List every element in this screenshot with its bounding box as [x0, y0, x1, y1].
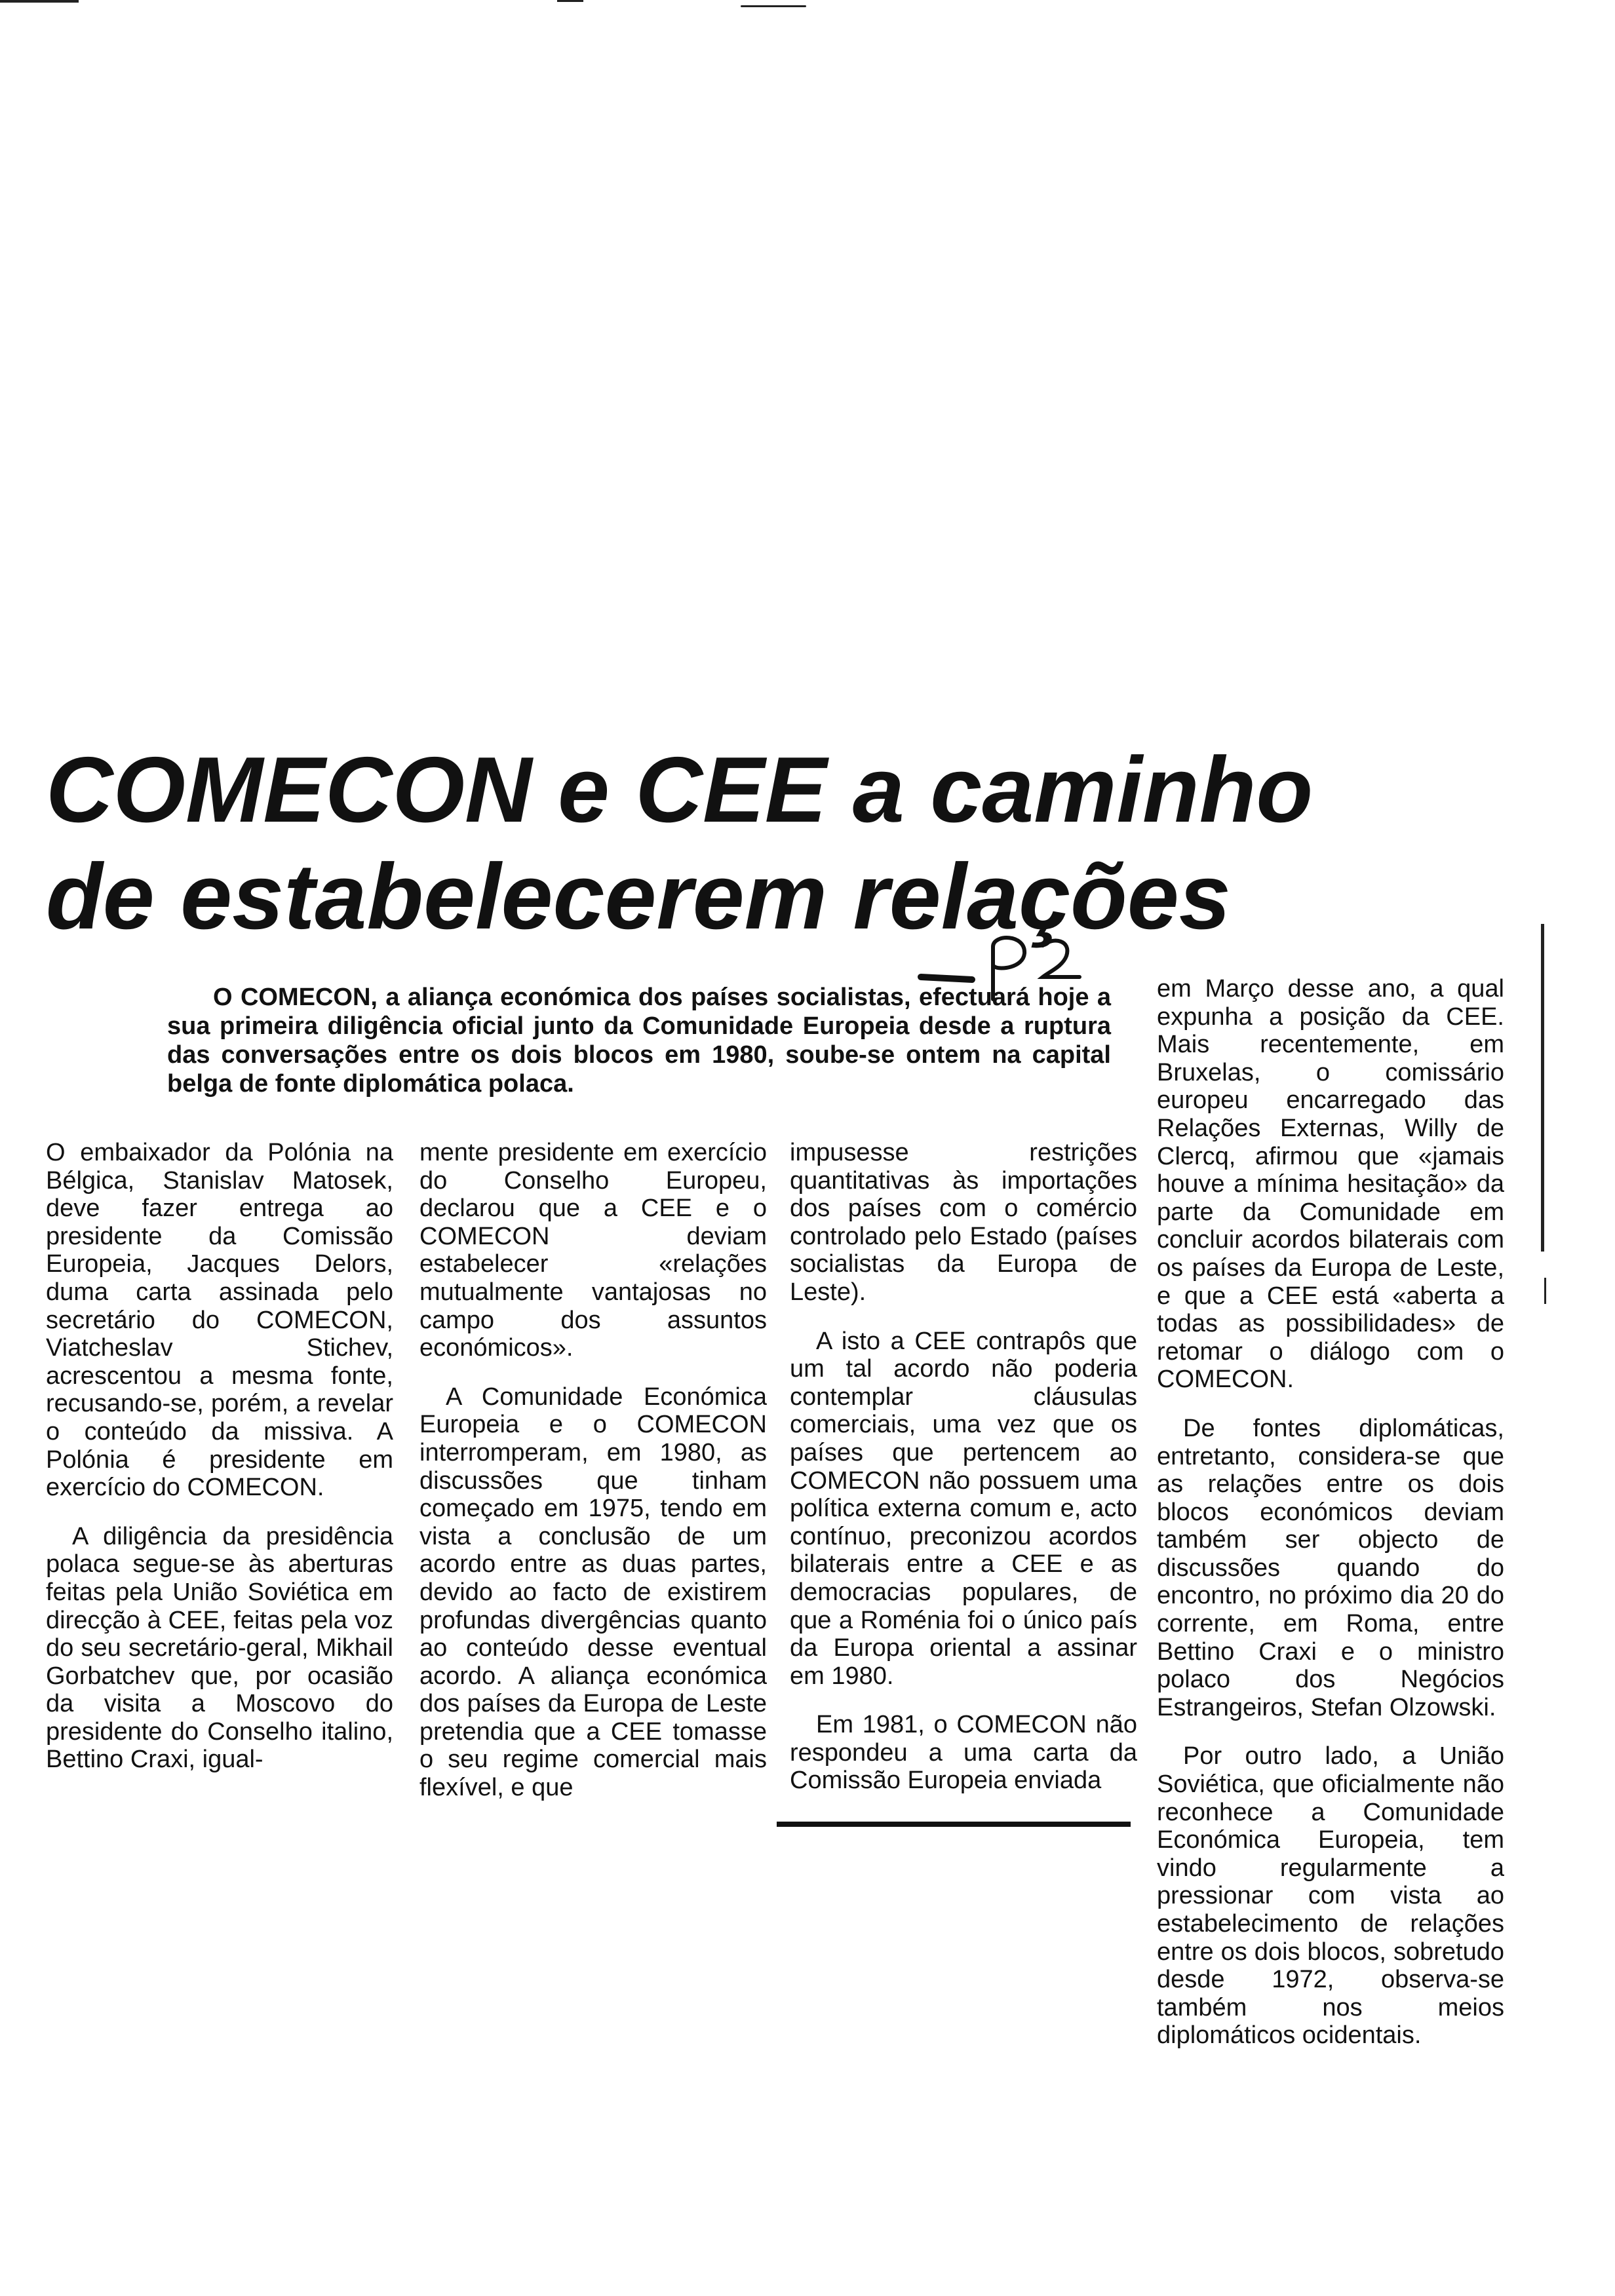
scan-artifact-top-center	[557, 0, 583, 2]
headline-line-1: COMECON e CEE a caminho	[46, 738, 1313, 842]
article-column-1	[46, 1139, 393, 1795]
lead-paragraph: O COMECON, a aliança económica dos países socialistas, efectuará hoje a sua primeira diligência oficial junto da Comunidade Europeia desde a ruptura das conversações entre os dois blocos em 1980, soube-se ontem na capital belga de fonte diplomática polaca.	[167, 984, 1111, 1098]
scan-artifact-top-curve	[741, 5, 806, 7]
article-column-2	[419, 1139, 767, 1823]
column-2-paragraph: A Comunidade Económica Europeia e o COMECON interromperam, em 1980, as discussões que tinham começado em 1975, tendo em vista a conclusão de um acordo entre as duas partes, devido ao facto de existirem profundas divergências quanto ao conteúdo desse eventual acordo. A aliança económica dos países da Europa de Leste pretendia que a CEE tomasse o seu regime comercial mais flexível, e que	[419, 1383, 767, 1802]
scan-artifact-top-left	[0, 0, 79, 3]
article-column-3	[790, 1139, 1137, 1816]
margin-tick-right	[1544, 1278, 1546, 1304]
column-2-paragraph: mente presidente em exercício do Conselho Europeu, declarou que a CEE e o COMECON deviam estabelecer «relações mutualmente vantajosas no campo dos assuntos económicos».	[419, 1139, 767, 1362]
column-1-paragraph: A diligência da presidência polaca segue-se às aberturas feitas pela União Soviética em direcção à CEE, feitas pela voz do seu secretário-geral, Mikhail Gorbatchev que, por ocasião da visita a Moscovo do presidente do Conselho italino, Bettino Craxi, igual-	[46, 1522, 393, 1774]
column-3-paragraph: A isto a CEE contrapôs que um tal acordo não poderia contemplar cláusulas comerciais, uma vez que os países que pertencem ao COMECON não possuem uma política externa comum e, acto contínuo, preconizou acordos bilaterais entre a CEE e as democracias populares, de que a Roménia foi o único país da Europa oriental a assinar em 1980.	[790, 1327, 1137, 1690]
column-4-paragraph: Por outro lado, a União Soviética, que oficialmente não reconhece a Comunidade Económica Europeia, tem vindo regularmente a pressionar com vista ao estabelecimento de relações entre os dois blocos, sobretudo desde 1972, observa-se também nos meios diplomáticos ocidentais.	[1157, 1742, 1504, 2050]
column-4-paragraph: em Março desse ano, a qual expunha a posição da CEE. Mais recentemente, em Bruxelas, o comissário europeu encarregado das Relações Externas, Willy de Clercq, afirmou que «jamais houve a mínima hesitação» da parte da Comunidade em concluir acordos bilaterais com os países da Europa de Leste, e que a CEE está «aberta a todas as possibilidades» de retomar o diálogo com o COMECON.	[1157, 975, 1504, 1394]
end-of-article-rule	[777, 1822, 1131, 1827]
column-3-paragraph: impusesse restrições quantitativas às importações dos países com o comércio controlado pelo Estado (países socialistas da Europa de Leste).	[790, 1139, 1137, 1306]
headline-line-2: de estabelecerem relações	[46, 845, 1231, 949]
column-1-paragraph: O embaixador da Polónia na Bélgica, Stanislav Matosek, deve fazer entrega ao presidente da Comissão Europeia, Jacques Delors, duma carta assinada pelo secretário do COMECON, Viatcheslav Stichev, acrescentou a mesma fonte, recusando-se, porém, a revelar o conteúdo da missiva. A Polónia é presidente em exercício do COMECON.	[46, 1139, 393, 1502]
column-3-paragraph: Em 1981, o COMECON não respondeu a uma carta da Comissão Europeia enviada	[790, 1711, 1137, 1795]
column-4-paragraph: De fontes diplomáticas, entretanto, considera-se que as relações entre os dois blocos económicos deviam também ser objecto de discussões quando do encontro, no próximo dia 20 do corrente, em Roma, entre Bettino Craxi e o ministro polaco dos Negócios Estrangeiros, Stefan Olzowski.	[1157, 1414, 1504, 1721]
margin-line-right	[1541, 924, 1544, 1252]
article-column-4	[1157, 975, 1504, 2071]
